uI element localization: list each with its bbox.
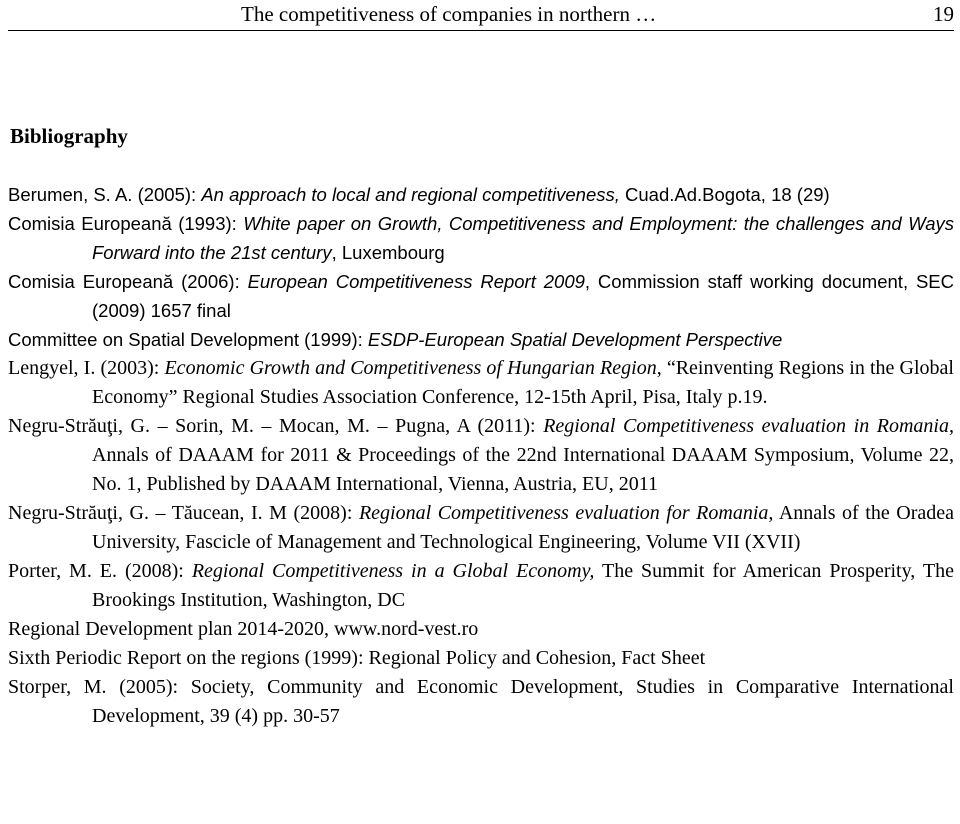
reference-source: , Commission staff working document, SEC (2009) 1657 final [92,271,954,321]
reference-entry [8,557,954,615]
reference-list [8,180,954,731]
reference-title: Regional Competitiveness evaluation in Romania, [543,415,954,437]
reference-entry [8,673,954,731]
reference-entry [8,615,954,644]
reference-authors: Negru-Străuţi, G. – Tăucean, I. M (2008): [8,502,359,524]
running-title: The competitiveness of companies in northern … [241,2,657,26]
reference-entry [8,180,954,209]
reference-entry [8,354,954,412]
reference-authors: Berumen, S. A. (2005): [8,184,202,205]
reference-authors: Lengyel, I. (2003): [8,357,165,379]
reference-title: ESDP-European Spatial Development Perspective [367,329,783,350]
running-header [0,0,960,32]
reference-authors: Comisia Europeană (1993): [8,213,244,234]
reference-source: Annals of DAAAM for 2011 & Proceedings of the 22nd International DAAAM Symposium, Volume 22, No. 1, Published by DAAAM International, Vienna, Austria, EU, 2011 [92,444,954,495]
reference-source: Cuad.Ad.Bogota, 18 (29) [619,184,830,205]
reference-title: European Competitiveness Report 2009 [247,271,585,292]
reference-entry [8,267,954,325]
reference-entry [8,325,954,354]
reference-title: White paper on Growth, Competitiveness and Employment: the challenges and Ways Forward into the 21st century [92,213,954,263]
reference-source: , Luxembourg [331,242,445,263]
reference-source: Annals of the Oradea University, Fascicle of Management and Technological Engineering, Volume VII (XVII) [92,502,954,553]
reference-entry [8,644,954,673]
reference-title: Regional Competitiveness evaluation for Romania, [358,502,774,524]
reference-text: Regional Development plan 2014-2020, www.nord-vest.ro [8,618,479,640]
reference-entry [8,209,954,267]
reference-entry [8,412,954,499]
reference-source: The Summit for American Prosperity, The Brookings Institution, Washington, DC [92,560,954,611]
reference-entry [8,499,954,557]
reference-text: Sixth Periodic Report on the regions (1999): Regional Policy and Cohesion, Fact Sheet [8,647,706,669]
reference-authors: Committee on Spatial Development (1999): [8,329,368,350]
reference-title: Regional Competitiveness in a Global Economy, [191,560,595,582]
reference-title: An approach to local and regional competitiveness, [201,184,620,205]
page-number: 19 [933,2,954,26]
reference-authors: Porter, M. E. (2008): [8,560,192,582]
reference-title: Economic Growth and Competitiveness of Hungarian Region [164,357,657,379]
section-heading: Bibliography [10,124,128,148]
reference-source: , “Reinventing Regions in the Global Economy” Regional Studies Association Conference, 12-15th April, Pisa, Italy p.19. [92,357,954,408]
reference-authors: Negru-Străuţi, G. – Sorin, M. – Mocan, M. – Pugna, A (2011): [8,415,544,437]
reference-text: Storper, M. (2005): Society, Community and Economic Development, Studies in Comparative International Development, 39 (4) pp. 30-57 [8,676,954,727]
header-divider [8,30,954,31]
reference-authors: Comisia Europeană (2006): [8,271,248,292]
